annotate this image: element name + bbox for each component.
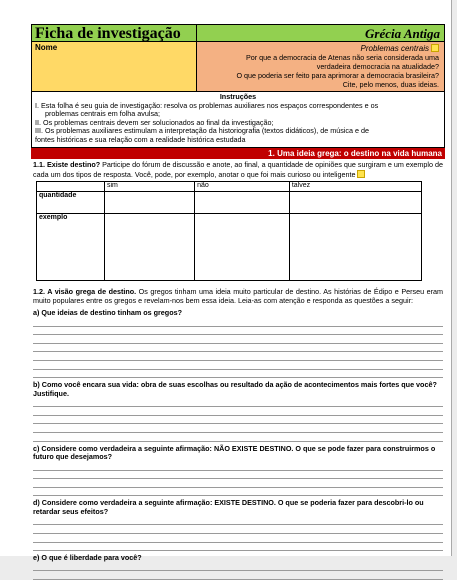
central-problems-heading: Problemas centrais: [360, 44, 429, 53]
answer-lines[interactable]: [31, 318, 445, 378]
table-cell[interactable]: [195, 213, 290, 280]
question-b: [31, 381, 445, 441]
instruction-line: I. Esta folha é seu guia de investigação: resolva os problemas auxiliares nos espaços correspondentes e os: [35, 100, 379, 110]
problem-line: verdadeira democracia na atualidade?: [316, 62, 439, 71]
item-1-1-heading: 1.1. Existe destino?: [33, 159, 101, 169]
instructions-box: [31, 92, 445, 148]
item-1-1-text: Participe do fórum de discussão e anote, ao final, a quantidade de opiniões que surgiram e um exemplo de cada um dos tipos de resposta. Você, pode, por exemplo, anotar o que foi mais curioso ou inteligente: [33, 159, 443, 180]
problem-line: Por que a democracia de Atenas não seria considerada uma: [246, 53, 439, 62]
item-1-2-heading: 1.2. A visão grega de destino.: [33, 286, 137, 296]
section-title: 1. Uma ideia grega: o destino na vida humana: [31, 148, 445, 159]
header-title-row: [31, 24, 445, 42]
answer-lines[interactable]: [31, 462, 445, 496]
instruction-line: III. Os problemas auxiliares estimulam a interpretação da historiografia (textos didáticos), de música e de: [35, 126, 369, 136]
column-header-sim: sim: [105, 181, 195, 191]
problem-line: O que poderia ser feito para aprimorar a democracia brasileira?: [236, 71, 439, 80]
item-1-2-text: Os gregos tinham uma ideia muito particular de destino. As histórias de Édipo e Perseu eram muito populares entre os gregos e revelam-nos bem essa ideia. Leia-as com atenção e responda as questões a seguir:: [33, 286, 443, 305]
answer-lines[interactable]: [31, 563, 445, 580]
item-1-1: [31, 159, 445, 181]
question-text: e) O que é liberdade para você?: [33, 553, 142, 563]
question-d: [31, 499, 445, 551]
question-text: c) Considere como verdadeira a seguinte afirmação: NÃO EXISTE DESTINO. O que se pode fazer para construirmos o futuro que desejamos?: [33, 443, 436, 462]
row-label-quantidade: quantidade: [37, 191, 105, 213]
opinion-table: [36, 181, 422, 281]
instruction-line: II. Os problemas centrais devem ser solucionados ao final da investigação;: [35, 117, 274, 127]
instruction-line: fontes históricas e sua relação com a realidade histórica estudada: [35, 134, 246, 144]
table-cell[interactable]: [105, 213, 195, 280]
comment-note-icon[interactable]: [357, 170, 365, 178]
table-cell[interactable]: [289, 191, 421, 213]
column-header-talvez: talvez: [289, 181, 421, 191]
table-cell[interactable]: [105, 191, 195, 213]
table-cell[interactable]: [195, 191, 290, 213]
question-a: [31, 309, 445, 378]
worksheet-title: Ficha de investigação: [32, 25, 197, 41]
question-text: b) Como você encara sua vida: obra de suas escolhas ou resultado da ação de acontecimentos mais fortes que você? Justifique.: [33, 380, 437, 398]
question-text: a) Que ideias de destino tinham os gregos?: [33, 308, 182, 318]
question-c: [31, 445, 445, 497]
item-1-2: [31, 286, 445, 306]
name-label: Nome: [35, 43, 58, 52]
problem-line: Cite, pelo menos, duas ideias.: [342, 80, 439, 89]
instruction-line: problemas centrais em folha avulsa;: [45, 109, 161, 119]
worksheet: [31, 24, 445, 580]
comment-note-icon[interactable]: [431, 44, 439, 52]
central-problems-cell: [197, 42, 444, 91]
header-info-row: [31, 42, 445, 92]
subject-title: Grécia Antiga: [197, 25, 444, 41]
instructions-title: Instruções: [219, 92, 257, 101]
name-field[interactable]: [32, 42, 197, 91]
table-cell[interactable]: [289, 213, 421, 280]
answer-lines[interactable]: [31, 517, 445, 551]
question-text: d) Considere como verdadeira a seguinte afirmação: EXISTE DESTINO. O que se poderia fazer para descobri-lo ou retardar seus efeitos?: [33, 498, 424, 517]
answer-lines[interactable]: [31, 399, 445, 442]
question-e: [31, 554, 445, 580]
row-label-exemplo: exemplo: [37, 213, 105, 280]
column-header-nao: não: [195, 181, 290, 191]
table-corner: [37, 181, 105, 191]
